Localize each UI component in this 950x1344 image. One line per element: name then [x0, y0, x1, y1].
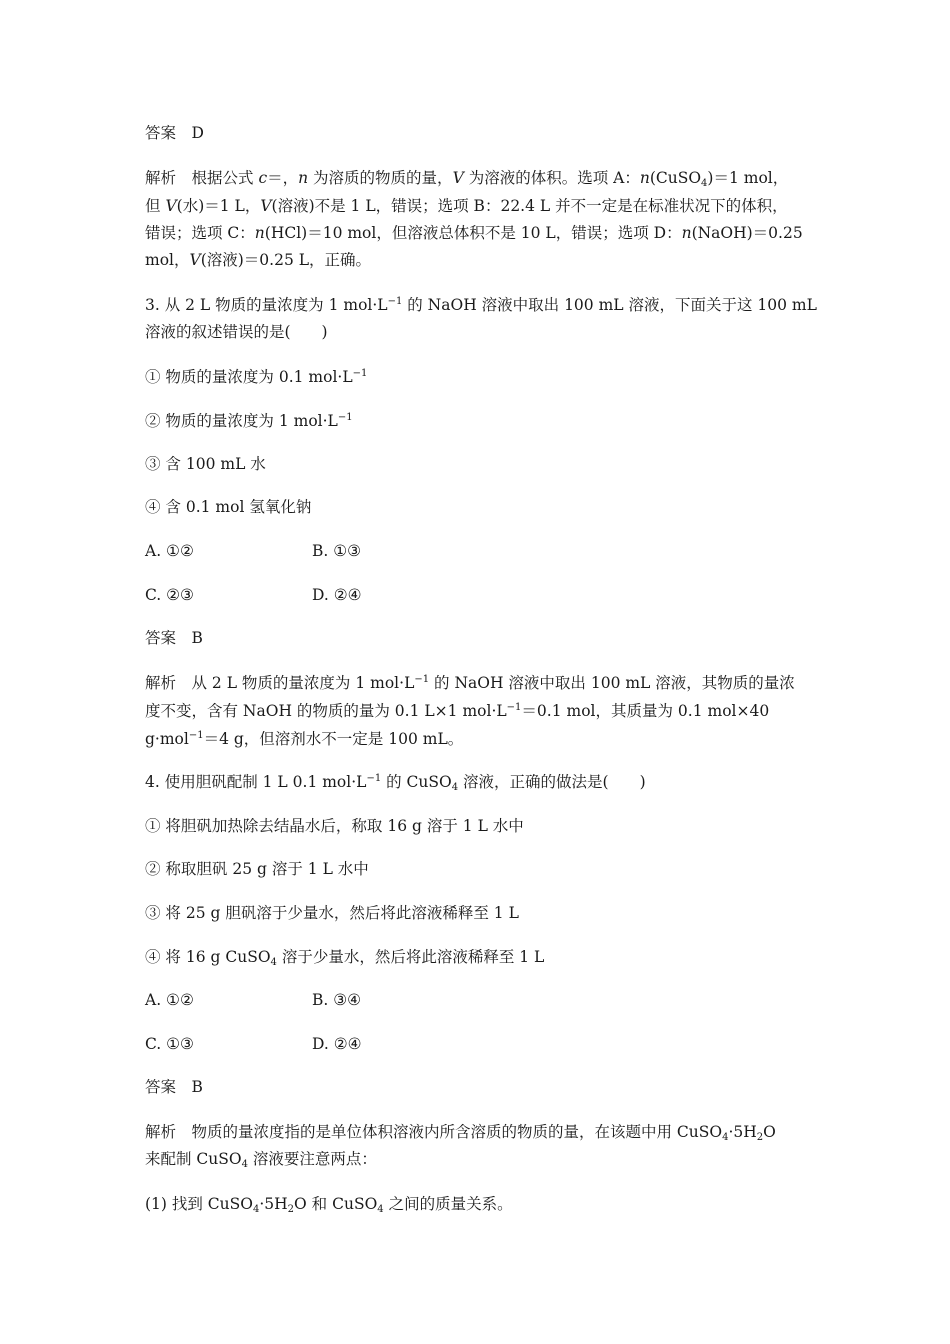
q4-option-c: C. ①③	[145, 1035, 194, 1053]
q3-analysis-line-3: g·mol$^{-1}$＝4 g，但溶剂水不一定是 100 mL。	[145, 730, 464, 748]
q3-analysis-line-1: 解析 从 2 L 物质的量浓度为 1 $mol\cdot L^{-1}$ 的 NaOH 溶液中取出 100 mL 溶液，其物质的量浓	[145, 674, 795, 692]
q4-option-a: A. ①②	[145, 991, 194, 1009]
q2-answer: 答案 D	[145, 124, 204, 142]
q3-item-1: ① 物质的量浓度为 0.1 $mol\cdot L^{-1}$	[145, 368, 368, 386]
q3-item-4: ④ 含 0.1 mol 氢氧化钠	[145, 498, 312, 516]
q3-option-b: B. ①③	[312, 542, 362, 560]
q2-analysis-line-3: 错误；选项 C：n(HCl)＝10 mol，但溶液总体积不是 10 L，错误；选项 D：n(NaOH)＝0.25	[145, 224, 803, 242]
q4-options-row-1	[145, 990, 545, 1010]
q2-analysis-line-1: 解析 根据公式 c＝，n 为溶质的物质的量，V 为溶液的体积。选项 A：n(CuSO$_4$)＝1 mol，	[145, 169, 789, 189]
q3-option-d: D. ②④	[312, 586, 362, 604]
q3-options-row-2	[145, 585, 545, 605]
q3-analysis-line-2: 度不变，含有 NaOH 的物质的量为 0.1 L×1 $mol\cdot L^{-1}=0.1$ mol，其质量为 0.1 mol×40	[145, 702, 770, 720]
q4-analysis-line-1: 解析 物质的量浓度指的是单位体积溶液内所含溶质的物质的量，在该题中用 $CuSO_4\cdot 5H_2O$	[145, 1123, 776, 1143]
q2-analysis-line-2: 但 V(水)＝1 L，V(溶液)不是 1 L，错误；选项 B：22.4 L 并不一定是在标准状况下的体积，	[145, 197, 788, 215]
q4-options-row-2	[145, 1034, 545, 1054]
q3-stem-line-2: 溶液的叙述错误的是( )	[145, 323, 328, 341]
q4-item-3: ③ 将 25 g 胆矾溶于少量水，然后将此溶液稀释至 1 L	[145, 904, 519, 922]
q2-analysis-line-4: mol，V(溶液)＝0.25 L，正确。	[145, 251, 372, 269]
q3-option-c: C. ②③	[145, 586, 194, 604]
q4-analysis-line-3: (1) 找到 $CuSO_4\cdot 5H_2O$ 和 CuSO$_4$ 之间的质量关系。	[145, 1195, 513, 1215]
q4-item-1: ① 将胆矾加热除去结晶水后，称取 16 g 溶于 1 L 水中	[145, 817, 524, 835]
q3-stem-line-1: 3. 从 2 L 物质的量浓度为 1 $mol\cdot L^{-1}$ 的 NaOH 溶液中取出 100 mL 溶液，下面关于这 100 mL	[145, 296, 817, 314]
q4-answer: 答案 B	[145, 1078, 203, 1096]
q4-item-2: ② 称取胆矾 25 g 溶于 1 L 水中	[145, 860, 369, 878]
q4-option-b: B. ③④	[312, 991, 362, 1009]
q4-stem-line-1: 4. 使用胆矾配制 1 L 0.1 $mol\cdot L^{-1}$ 的 CuSO$_4$ 溶液，正确的做法是( )	[145, 773, 646, 793]
q3-options-row-1	[145, 541, 545, 561]
q3-option-a: A. ①②	[145, 542, 194, 560]
q4-item-4: ④ 将 16 g CuSO$_4$ 溶于少量水，然后将此溶液稀释至 1 L	[145, 948, 545, 968]
q3-item-3: ③ 含 100 mL 水	[145, 455, 266, 473]
q4-analysis-line-2: 来配制 CuSO$_4$ 溶液要注意两点：	[145, 1150, 377, 1170]
q3-answer: 答案 B	[145, 629, 203, 647]
q4-option-d: D. ②④	[312, 1035, 362, 1053]
q3-item-2: ② 物质的量浓度为 1 $mol\cdot L^{-1}$	[145, 412, 353, 430]
